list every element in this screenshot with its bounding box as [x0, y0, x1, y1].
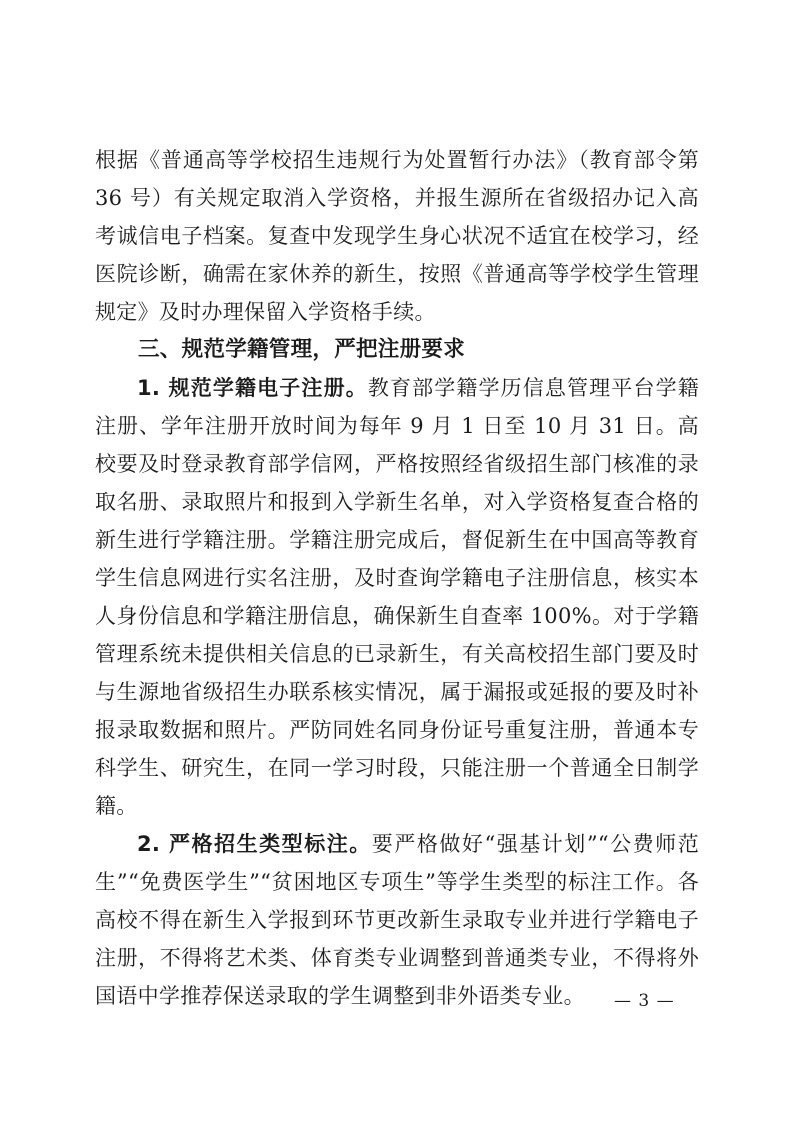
section-heading [95, 331, 699, 369]
page-number: — 3 — [614, 991, 675, 1011]
item2-lead: 2. 严格招生类型标注。 [137, 832, 372, 856]
document-body [95, 141, 699, 1015]
item2-paragraph [95, 825, 699, 1015]
section-heading-text: 三、规范学籍管理，严把注册要求 [138, 337, 466, 362]
item2-text: 要严格做好“强基计划”“公费师范生”“免费医学生”“贫困地区专项生”等学生类型的标注工作。各高校不得在新生入学报到环节更改新生录取专业并进行学籍电子注册，不得将艺术类、体育类专业调整到普通类专业，不得将外国语中学推荐保送录取的学生调整到非外语类专业。 [95, 832, 700, 1008]
continuation-paragraph-text: 根据《普通高等学校招生违规行为处置暂行办法》（教育部令第 36 号）有关规定取消入学资格，并报生源所在省级招办记入高考诚信电子档案。复查中发现学生身心状况不适宜在校学习，经医院诊断，确需在家休养的新生，按照《普通高等学校学生管理规定》及时办理保留入学资格手续。 [95, 148, 699, 324]
item1-text: 教育部学籍学历信息管理平台学籍注册、学年注册开放时间为每年 9 月 1 日至 10 月 31 日。高校要及时登录教育部学信网，严格按照经省级招生部门核准的录取名册、录取照片和报到入学新生名单，对入学资格复查合格的新生进行学籍注册。学籍注册完成后，督促新生在中国高等教育学生信息网进行实名注册，及时查询学籍电子注册信息，核实本人身份信息和学籍注册信息，确保新生自查率 100%。对于学籍管理系统未提供相关信息的已录新生，有关高校招生部门要及时与生源地省级招生办联系核实情况，属于漏报或延报的要及时补报录取数据和照片。严防同姓名同身份证号重复注册，普通本专科学生、研究生，在同一学习时段，只能注册一个普通全日制学籍。 [95, 376, 700, 818]
page-footer [0, 989, 793, 1013]
item1-paragraph [95, 369, 699, 825]
item1-lead: 1. 规范学籍电子注册。 [137, 376, 368, 400]
continuation-paragraph [95, 141, 699, 331]
